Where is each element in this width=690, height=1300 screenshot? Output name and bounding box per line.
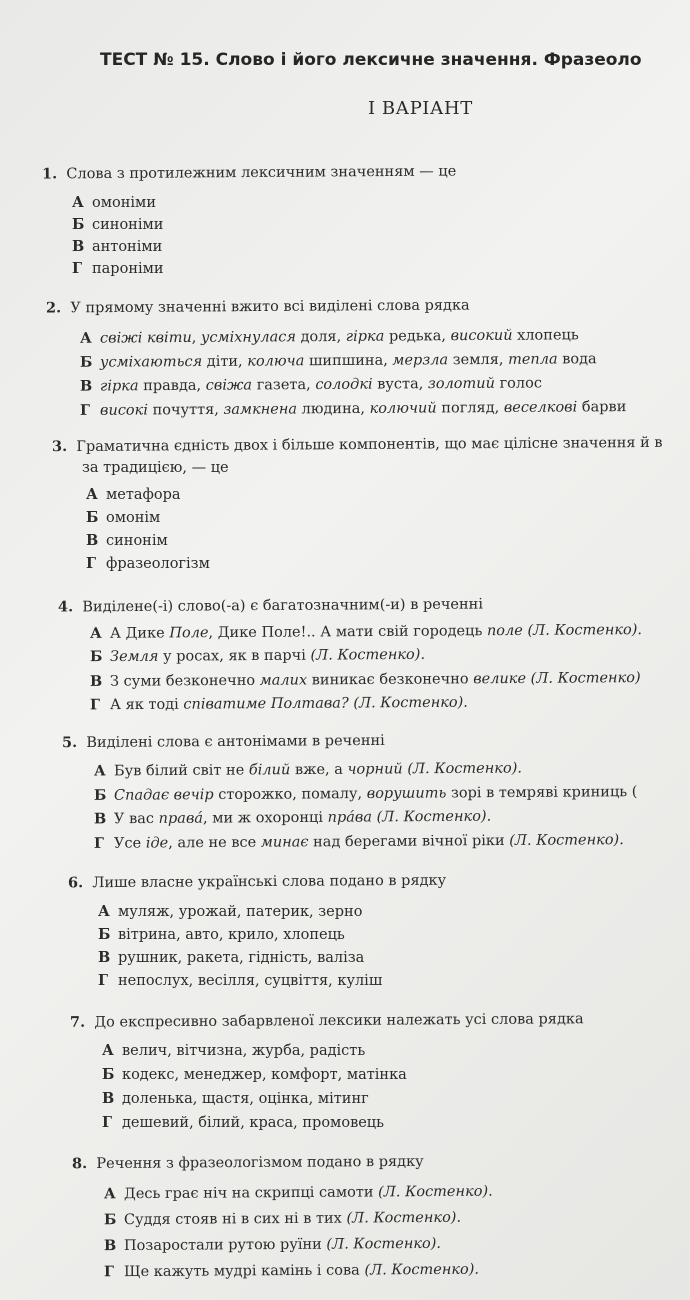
question-text: Виділені слова є антонімами в реченні	[86, 732, 385, 751]
option-3-b[interactable]	[86, 509, 160, 526]
option-text: земля,	[448, 351, 509, 369]
option-letter: В	[93, 810, 107, 828]
option-text: зорі в темряві криниць (	[446, 784, 638, 802]
option-letter: А	[98, 903, 110, 920]
option-letter: Г	[102, 1114, 113, 1131]
emphasized-word: Земля	[109, 648, 159, 666]
emphasized-word: іде	[145, 835, 169, 852]
option-text: редька,	[384, 328, 451, 345]
option-text: вода	[557, 351, 597, 368]
option-letter: В	[103, 1237, 117, 1255]
option-text: над берегами вічної ріки	[308, 832, 510, 851]
option-letter: А	[93, 762, 106, 780]
option-1-d[interactable]	[72, 260, 164, 277]
question-text: До експресивно забарвленої лексики належать усі слова рядка	[94, 1011, 584, 1031]
option-letter: Б	[86, 509, 99, 526]
emphasized-word: білий	[248, 762, 291, 779]
option-3-c[interactable]	[86, 532, 168, 549]
question-8	[72, 1153, 424, 1172]
option-text: голос	[494, 375, 542, 392]
emphasized-word: усміхнулася	[200, 329, 296, 346]
question-text: Лише власне українські слова подано в рядку	[92, 872, 447, 892]
emphasized-word: малих	[259, 672, 308, 689]
option-text: , Дике Поле!.. А мати свій городець	[208, 623, 487, 642]
option-5-c[interactable]	[94, 808, 491, 828]
option-letter: В	[79, 377, 93, 395]
option-letter: Г	[89, 696, 101, 714]
option-5-b[interactable]	[94, 783, 638, 804]
question-text: Речення з фразеологізмом подано в рядку	[96, 1153, 424, 1173]
question-text: Граматична єдність двох і більше компонентів, що має цілісне значення й в	[76, 434, 663, 455]
question-text: Слова з протилежним лексичним значенням — це	[66, 163, 457, 183]
option-text: людина,	[296, 400, 370, 418]
option-letter: Б	[98, 926, 111, 943]
emphasized-word: золотий	[427, 375, 495, 393]
option-text: Ще кажуть мудрі камінь і сова	[123, 1262, 365, 1281]
emphasized-word: Спадає вечір	[113, 787, 214, 804]
emphasized-word: свіжа	[205, 377, 253, 394]
option-text: Був білий світ не	[113, 762, 249, 780]
option-6-a[interactable]	[98, 903, 362, 920]
option-text: муляж, урожай, патерик, зерно	[118, 904, 363, 920]
question-number: 4.	[57, 598, 74, 616]
page-title: ТЕСТ № 15. Слово і його лексичне значення. Фразеоло	[100, 50, 642, 70]
option-letter: А	[102, 1042, 114, 1059]
option-3-a[interactable]	[86, 486, 181, 503]
option-7-a[interactable]	[102, 1042, 365, 1059]
option-5-a[interactable]	[94, 760, 522, 780]
option-text: , ми ж охоронці	[202, 809, 328, 827]
option-1-b[interactable]	[72, 216, 163, 233]
option-6-d[interactable]	[98, 972, 382, 989]
option-text: сторожко, помалу,	[213, 785, 367, 804]
option-text: Десь грає ніч на скрипці самоти	[123, 1184, 379, 1203]
question-number: 3.	[51, 438, 68, 456]
citation: (Л. Костенко).	[310, 646, 426, 664]
variant-heading: І ВАРІАНТ	[368, 98, 473, 119]
option-letter: А	[79, 329, 92, 347]
citation: (Л. Костенко).	[371, 808, 492, 826]
citation: (Л. Костенко).	[346, 1209, 462, 1227]
option-letter: Б	[103, 1211, 117, 1229]
question-text: Виділене(-і) слово(-а) є багатозначним(-и) в реченні	[82, 596, 483, 616]
emphasized-word: чорний	[347, 761, 403, 778]
emphasized-word: колючий	[369, 400, 437, 417]
option-text: , але не все	[168, 834, 261, 852]
option-text: газета,	[251, 376, 316, 394]
question-6	[68, 872, 446, 892]
emphasized-word: прáва	[327, 809, 373, 826]
option-7-d[interactable]	[102, 1114, 384, 1131]
emphasized-word: велике	[473, 670, 527, 688]
option-text: правда,	[138, 377, 206, 395]
option-text: Позаростали рутою руїни	[123, 1236, 327, 1255]
option-letter: Г	[98, 972, 109, 989]
emphasized-word: усміхаються	[99, 353, 203, 371]
option-8-b[interactable]	[104, 1209, 461, 1228]
option-text: велич, вітчизна, журба, радість	[122, 1043, 366, 1059]
option-2-b[interactable]	[80, 350, 597, 371]
option-3-d[interactable]	[86, 555, 210, 572]
option-letter: Б	[79, 353, 93, 371]
citation: (Л. Костенко)	[525, 670, 641, 687]
option-6-c[interactable]	[98, 949, 364, 966]
option-text: А як тоді	[109, 696, 184, 714]
emphasized-word: співатиме Полтава? (Л. Костенко).	[183, 694, 468, 713]
question-3	[52, 434, 663, 455]
option-letter: А	[89, 624, 102, 642]
option-text: З суми безконечно	[109, 672, 260, 690]
option-1-a[interactable]	[72, 194, 156, 211]
option-text: діти,	[202, 353, 248, 370]
question-4	[58, 596, 483, 616]
option-text: вже, а	[290, 761, 348, 779]
option-text: дешевий, білий, краса, промовець	[122, 1115, 385, 1131]
option-2-a[interactable]	[80, 326, 579, 346]
option-text: погляд,	[436, 399, 504, 417]
option-text: почуття,	[147, 401, 224, 419]
option-letter: Б	[93, 786, 107, 804]
citation: (Л. Костенко).	[378, 1183, 493, 1201]
option-text: барви	[577, 399, 627, 416]
option-letter: В	[86, 532, 99, 549]
emphasized-word: тепла	[507, 351, 558, 368]
question-number: 7.	[69, 1013, 86, 1031]
option-2-d[interactable]	[80, 398, 626, 419]
option-8-c[interactable]	[104, 1235, 441, 1254]
option-text: ,	[191, 329, 202, 346]
question-5	[62, 732, 385, 751]
emphasized-word: свіжі квіти	[99, 329, 192, 347]
emphasized-word: правá	[158, 810, 204, 827]
emphasized-word: високі	[99, 402, 149, 419]
option-letter: Г	[103, 1263, 115, 1281]
emphasized-word: замкнена	[223, 401, 298, 418]
option-text: Усе	[113, 835, 146, 852]
option-letter: В	[98, 949, 111, 966]
option-letter: Б	[72, 216, 85, 233]
option-7-c[interactable]	[102, 1090, 369, 1107]
citation: (Л. Костенко).	[326, 1235, 442, 1253]
option-letter: Г	[93, 834, 105, 852]
question-3-continuation: за традицією, — це	[82, 460, 229, 476]
emphasized-word: веселкові	[503, 399, 578, 416]
option-text: антоніми	[92, 239, 163, 255]
emphasized-word: колюча	[247, 353, 305, 370]
option-letter: Б	[102, 1066, 115, 1083]
option-8-d[interactable]	[104, 1261, 479, 1281]
option-letter: А	[103, 1185, 116, 1203]
option-6-b[interactable]	[98, 926, 345, 943]
option-text: вуста,	[372, 376, 428, 393]
question-number: 6.	[67, 874, 84, 892]
option-text: метафора	[106, 487, 181, 503]
option-1-c[interactable]	[72, 238, 162, 255]
option-text: шипшина,	[304, 352, 393, 370]
citation: (Л. Костенко).	[364, 1261, 480, 1279]
option-text: хлопець	[512, 327, 579, 344]
citation: (Л. Костенко).	[402, 760, 522, 778]
question-2	[46, 297, 470, 317]
question-number: 8.	[71, 1155, 88, 1173]
option-text: пароніми	[92, 261, 164, 277]
option-letter: Г	[79, 401, 91, 419]
emphasized-word: мерзла	[392, 352, 449, 369]
emphasized-word: високий	[450, 327, 513, 345]
option-text: омоніми	[92, 195, 156, 211]
option-text: синонім	[106, 533, 168, 549]
option-text: омонім	[106, 510, 161, 526]
option-text: вітрина, авто, крило, хлопець	[118, 927, 345, 943]
option-text: синоніми	[92, 217, 164, 233]
emphasized-word: минає	[260, 834, 309, 851]
option-letter: В	[72, 238, 85, 255]
option-letter: Г	[86, 555, 97, 572]
option-letter: А	[72, 194, 84, 211]
option-text: непослух, весілля, суцвіття, куліш	[118, 973, 383, 989]
citation: (Л. Костенко).	[522, 622, 643, 639]
question-text: У прямому значенні вжито всі виділені слова рядка	[70, 297, 470, 317]
option-4-d[interactable]	[90, 694, 468, 714]
option-letter: В	[89, 672, 103, 690]
option-letter: А	[86, 486, 98, 503]
option-letter: Б	[89, 648, 103, 666]
emphasized-word: Поле	[169, 625, 209, 642]
option-text: доленька, щастя, оцінка, мітинг	[122, 1091, 369, 1107]
question-number: 5.	[61, 734, 78, 752]
option-text: кодекс, менеджер, комфорт, матінка	[122, 1067, 407, 1083]
option-7-b[interactable]	[102, 1066, 407, 1083]
option-text: фразеологізм	[106, 556, 210, 572]
option-4-c[interactable]	[90, 669, 641, 690]
emphasized-word: гірка	[99, 378, 139, 395]
option-text: рушник, ракета, гідність, валіза	[118, 950, 365, 966]
question-7	[70, 1010, 584, 1031]
question-1	[42, 163, 456, 183]
emphasized-word: солодкі	[315, 376, 373, 393]
option-2-c[interactable]	[80, 374, 542, 394]
citation: (Л. Костенко).	[509, 832, 624, 849]
option-4-b[interactable]	[90, 646, 425, 665]
option-text: у росах, як в парчі	[158, 647, 311, 665]
option-5-d[interactable]	[94, 831, 624, 852]
question-number: 2.	[45, 299, 62, 317]
option-4-a[interactable]	[90, 621, 642, 642]
option-8-a[interactable]	[104, 1183, 493, 1203]
option-text: У вас	[113, 810, 159, 828]
emphasized-word: ворушить	[366, 785, 447, 802]
option-text: виникає безконечно	[307, 671, 474, 689]
emphasized-word: гірка	[345, 328, 385, 345]
option-text: Суддя стояв ні в сих ні в тих	[123, 1210, 347, 1229]
option-text: А Дике	[109, 625, 170, 642]
question-number: 1.	[41, 165, 58, 183]
option-letter: Г	[72, 260, 83, 277]
emphasized-word: поле	[486, 622, 523, 640]
option-letter: В	[102, 1090, 115, 1107]
option-text: доля,	[295, 328, 346, 346]
